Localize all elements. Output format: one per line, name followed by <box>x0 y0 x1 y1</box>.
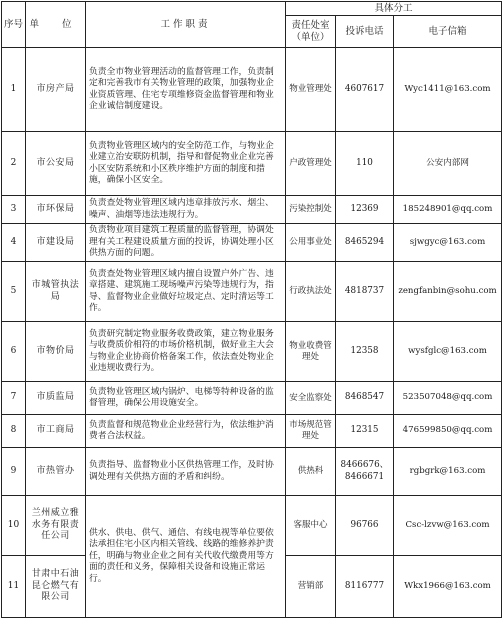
row-tel: 12358 <box>336 322 394 382</box>
row-email: Wkx1966@163.com <box>394 556 502 618</box>
row-number: 3 <box>2 196 26 224</box>
header-unit: 单 位 <box>26 2 86 48</box>
row-dept: 安全监察处 <box>286 382 336 415</box>
row-email: Wyc1411@163.com <box>394 48 502 132</box>
row-duties: 负责物业管理区域内锅炉、电梯等特种设备的监督管理，确保公用设施安全。 <box>86 382 286 415</box>
row-tel: 8466676、8466671 <box>336 448 394 496</box>
table-row <box>2 382 502 415</box>
header-tel: 投诉电话 <box>336 16 394 48</box>
row-email: wysfglc@163.com <box>394 322 502 382</box>
row-tel: 96766 <box>336 496 394 556</box>
table-row <box>2 132 502 196</box>
table-row <box>2 415 502 448</box>
row-unit: 兰州威立雅水务有限责任公司 <box>26 496 86 556</box>
row-tel: 110 <box>336 132 394 196</box>
row-number: 9 <box>2 448 26 496</box>
row-duties: 负责物业项目建筑工程质量的监督管理，协调处理有关工程建设质量方面的投诉，协调处理小区供热方面的问题。 <box>86 224 286 262</box>
row-number: 4 <box>2 224 26 262</box>
header-no: 序号 <box>2 2 26 48</box>
row-unit: 市物价局 <box>26 322 86 382</box>
row-unit: 市建设局 <box>26 224 86 262</box>
table-row <box>2 448 502 496</box>
row-email: zengfanbin@sohu.com <box>394 262 502 322</box>
header-duties: 工作职责 <box>86 2 286 48</box>
row-unit: 市公安局 <box>26 132 86 196</box>
row-duties: 负责物业管理区域内的安全防范工作，与物业企业建立治安联防机制，指导和督促物业企业完善小区安防系统和小区秩序维护方面的制度和措施，确保小区安全。 <box>86 132 286 196</box>
table-row <box>2 262 502 322</box>
row-duties: 供水、供电、供气、通信、有线电视等单位要依法承担住宅小区内相关管线、线路的维修养护责任，明确与物业企业之间有关代收代缴费用等方面的责任和义务，保障相关设备和设施正常运行。 <box>86 496 286 618</box>
row-tel: 4607617 <box>336 48 394 132</box>
row-unit: 市城管执法局 <box>26 262 86 322</box>
row-dept: 营销部 <box>286 556 336 618</box>
row-duties: 负责查处物业管理区域内擅自设置户外广告、违章搭建、建筑施工现场噪声污染等违规行为，指导、监督物业企业做好垃圾定点、定时清运等工作。 <box>86 262 286 322</box>
row-number: 8 <box>2 415 26 448</box>
row-number: 10 <box>2 496 26 556</box>
row-tel: 12369 <box>336 196 394 224</box>
row-email: 476599850@qq.com <box>394 415 502 448</box>
row-duties: 负责研究制定物业服务收费政策，建立物业服务与收费质价相符的市场价格机制，做好业主大会与物业企业协商价格备案工作，依法查处物业企业违规收费行为。 <box>86 322 286 382</box>
row-tel: 8468547 <box>336 382 394 415</box>
row-unit: 甘肃中石油昆仑燃气有限公司 <box>26 556 86 618</box>
division-table <box>1 1 502 618</box>
row-email: rgbgrk@163.com <box>394 448 502 496</box>
row-duties: 负责监督和规范物业企业经营行为，依法维护消费者合法权益。 <box>86 415 286 448</box>
row-duties: 负责查处物业管理区域内违章排放污水、烟尘、噪声、油烟等违法违规行为。 <box>86 196 286 224</box>
row-dept: 污染控制处 <box>286 196 336 224</box>
row-number: 6 <box>2 322 26 382</box>
row-dept: 物业收费管理处 <box>286 322 336 382</box>
table-row <box>2 322 502 382</box>
row-email: 185248901@qq.com <box>394 196 502 224</box>
row-duties: 负责指导、监督物业小区供热管理工作，及时协调处理有关供热方面的矛盾和纠纷。 <box>86 448 286 496</box>
row-email: 公安内部网 <box>394 132 502 196</box>
row-email: 523507048@qq.com <box>394 382 502 415</box>
row-unit: 市热管办 <box>26 448 86 496</box>
row-tel: 8116777 <box>336 556 394 618</box>
row-dept: 市场规范管理处 <box>286 415 336 448</box>
header-division: 具体分工 <box>286 2 502 16</box>
row-unit: 市工商局 <box>26 415 86 448</box>
header-dept: 责任处室（单位） <box>286 16 336 48</box>
row-email: Csc-lzvw@163.com <box>394 496 502 556</box>
table-row <box>2 196 502 224</box>
row-dept: 物业管理处 <box>286 48 336 132</box>
row-number: 11 <box>2 556 26 618</box>
row-duties: 负责全市物业管理活动的监督管理工作，负责制定和完善我市有关物业管理的政策，加强物业企业资质管理、住宅专项维修资金监督管理和物业企业诚信制度建设。 <box>86 48 286 132</box>
row-number: 2 <box>2 132 26 196</box>
row-dept: 户政管理处 <box>286 132 336 196</box>
row-unit: 市环保局 <box>26 196 86 224</box>
table-row <box>2 224 502 262</box>
row-tel: 12315 <box>336 415 394 448</box>
row-unit: 市房产局 <box>26 48 86 132</box>
row-dept: 供热科 <box>286 448 336 496</box>
row-number: 7 <box>2 382 26 415</box>
table-row <box>2 48 502 132</box>
row-number: 1 <box>2 48 26 132</box>
row-email: sjwgyc@163.com <box>394 224 502 262</box>
row-dept: 行政执法处 <box>286 262 336 322</box>
row-tel: 8465294 <box>336 224 394 262</box>
row-tel: 4818737 <box>336 262 394 322</box>
table-row <box>2 496 502 556</box>
row-dept: 客服中心 <box>286 496 336 556</box>
row-unit: 市质监局 <box>26 382 86 415</box>
row-dept: 公用事业处 <box>286 224 336 262</box>
row-number: 5 <box>2 262 26 322</box>
header-email: 电子信箱 <box>394 16 502 48</box>
